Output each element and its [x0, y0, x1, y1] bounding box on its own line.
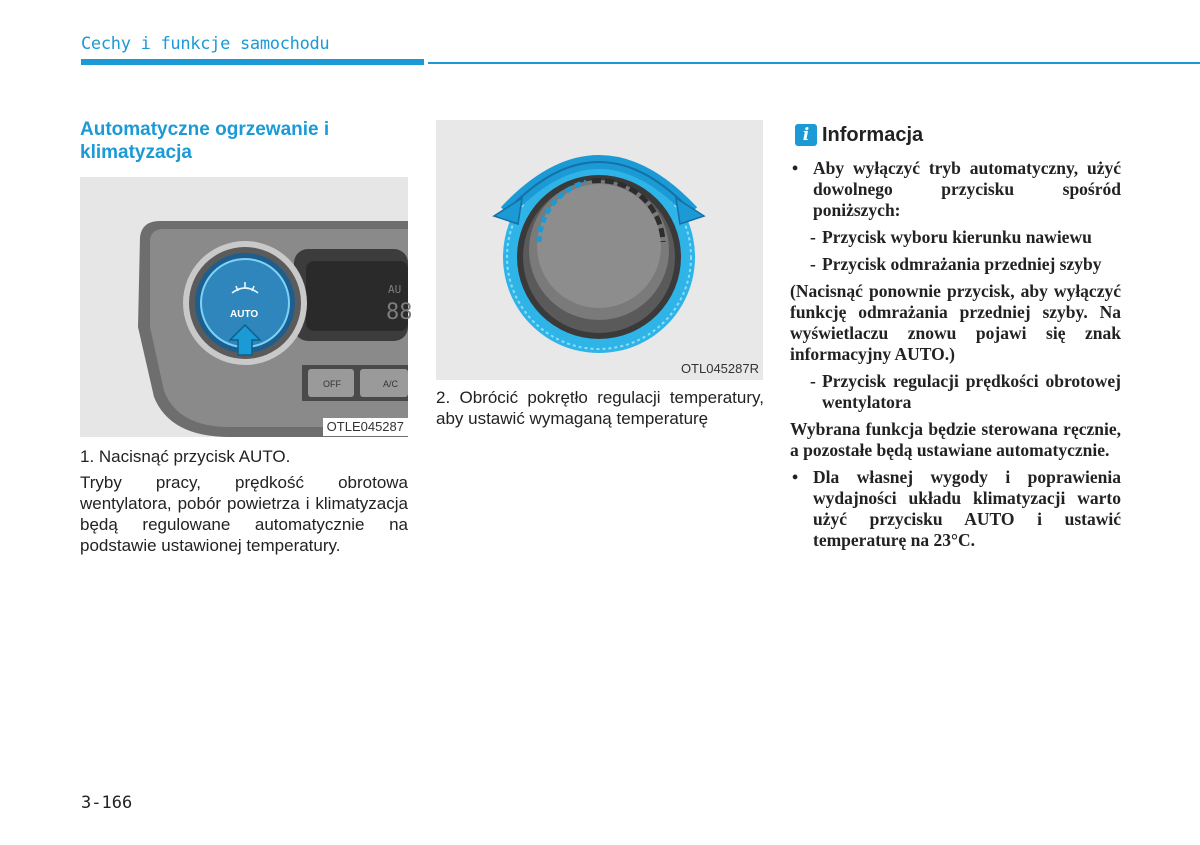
- info-bullet-text: Dla własnej wygody i poprawienia wydajności układu klimatyzacji warto użyć przycisku AUTO i ustawić temperaturę na 23°C.: [813, 467, 1121, 550]
- info-dash-text: Przycisk wyboru kierunku nawiewu: [822, 227, 1092, 247]
- header-title: Cechy i funkcje samochodu: [81, 34, 330, 54]
- climate-panel-illustration: [80, 177, 413, 437]
- info-note: (Nacisnąć ponownie przycisk, aby wyłączyć funkcję odmrażania przedniej szyby. Na wyświetlaczu znowu pojawi się znak informacyjny AUTO.): [790, 281, 1121, 364]
- ac-button-label: A/C: [383, 379, 399, 389]
- info-bullet: • Dla własnej wygody i poprawienia wydajności układu klimatyzacji warto użyć przycisku AUTO i ustawić temperaturę na 23°C.: [792, 467, 1121, 550]
- temperature-knob-photo: [436, 120, 763, 380]
- info-title: Informacja: [822, 123, 924, 146]
- display-label: AU: [388, 283, 402, 296]
- section-heading: Automatyczne ogrzewanie i klimatyzacja: [80, 119, 330, 163]
- info-dash-text: Przycisk odmrażania przedniej szyby: [822, 254, 1102, 274]
- step-1-label: 1. Nacisnąć przycisk AUTO.: [80, 447, 291, 466]
- svg-text:88: 88: [386, 300, 413, 325]
- header-bar: [81, 59, 424, 65]
- info-dash-text: Przycisk regulacji prędkości obrotowej wentylatora: [822, 371, 1121, 412]
- auto-button-label: AUTO: [230, 309, 259, 320]
- off-button-label: OFF: [323, 379, 341, 389]
- info-dash-item: - Przycisk wyboru kierunku nawiewu: [810, 227, 1121, 248]
- info-header: [795, 122, 923, 148]
- header-rule: [428, 62, 1200, 64]
- temperature-knob-illustration: [436, 120, 763, 380]
- info-note: Wybrana funkcja będzie sterowana ręcznie, a pozostałe będą ustawiane automatycznie.: [790, 419, 1121, 460]
- figure-code: OTL045287R: [680, 361, 759, 376]
- info-dash-item: - Przycisk odmrażania przedniej szyby: [810, 254, 1121, 275]
- auto-button-photo: [80, 177, 413, 437]
- step-2-label: 2. Obrócić pokrętło regulacji temperatury, aby ustawić wymaganą temperaturę: [436, 388, 764, 428]
- info-icon: i: [795, 124, 817, 146]
- figure-code: OTLE045287: [323, 418, 408, 436]
- step-1-description: Tryby pracy, prędkość obrotowa wentylatora, pobór powietrza i klimatyzacja będą regulowane automatycznie na podstawie ustawionej temperatury.: [80, 473, 408, 555]
- info-bullet: • Aby wyłączyć tryb automatyczny, użyć dowolnego przycisku spośród poniższych:: [792, 158, 1121, 220]
- info-dash-item: - Przycisk regulacji prędkości obrotowej wentylatora: [810, 371, 1121, 412]
- info-bullet-text: Aby wyłączyć tryb automatyczny, użyć dowolnego przycisku spośród poniższych:: [813, 158, 1121, 220]
- page-number: 3-166: [81, 793, 133, 813]
- info-list: [790, 158, 1121, 551]
